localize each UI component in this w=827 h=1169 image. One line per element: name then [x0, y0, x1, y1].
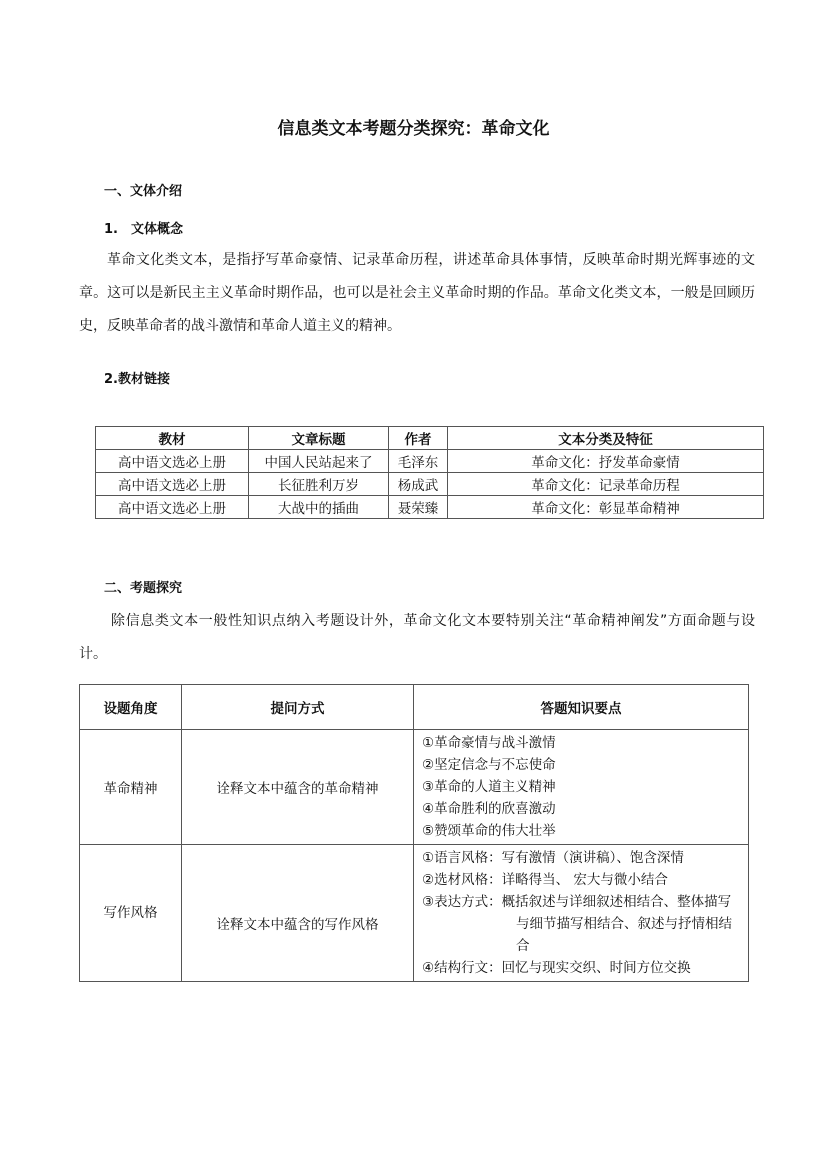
angle-cell: 革命精神: [80, 730, 182, 845]
point: ③革命的人道主义精神: [422, 779, 556, 795]
table-row: [96, 450, 764, 473]
cell: 革命文化：抒发革命豪情: [448, 450, 764, 473]
cell: 高中语文选必上册: [96, 473, 249, 496]
method-cell: 诠释文本中蕴含的写作风格: [182, 845, 414, 982]
table-header-row: [96, 427, 764, 450]
header-cell: 文章标题: [249, 427, 389, 450]
header-cell: 文本分类及特征: [448, 427, 764, 450]
point: ④结构行文：回忆与现实交织、时间方位交换: [422, 960, 691, 976]
header-cell: 答题知识要点: [414, 685, 749, 730]
point: ③表达方式：概括叙述与详细叙述相结合、整体描写与细节描写相结合、叙述与抒情相结合: [422, 894, 732, 954]
table-row: [96, 473, 764, 496]
cell: 聂荣臻: [389, 496, 448, 519]
points-cell: [414, 730, 749, 845]
section-heading-1: 一、文体介绍: [104, 184, 183, 199]
header-cell: 设题角度: [80, 685, 182, 730]
page-title: 信息类文本考题分类探究：革命文化: [277, 119, 550, 139]
points-cell: [414, 845, 749, 982]
cell: 高中语文选必上册: [96, 450, 249, 473]
subheading-1: 1. 文体概念: [104, 222, 183, 237]
table-row: [80, 845, 749, 982]
cell: 高中语文选必上册: [96, 496, 249, 519]
point: ④革命胜利的欣喜激动: [422, 801, 556, 817]
table-header-row: [80, 685, 749, 730]
header-cell: 作者: [389, 427, 448, 450]
table-row: [80, 730, 749, 845]
point: ②选材风格：详略得当、 宏大与微小结合: [422, 872, 668, 888]
point: ②坚定信念与不忘使命: [422, 757, 556, 773]
intro-paragraph: 革命文化类文本，是指抒写革命豪情、记录革命历程，讲述革命具体事情，反映革命时期光辉事迹的文章。这可以是新民主主义革命时期作品，也可以是社会主义革命时期的作品。革命文化类文本，一般是回顾历史，反映革命者的战斗激情和革命人道主义的精神。: [79, 252, 755, 334]
question-table: [79, 684, 749, 982]
cell: 中国人民站起来了: [249, 450, 389, 473]
cell: 杨成武: [389, 473, 448, 496]
cell: 长征胜利万岁: [249, 473, 389, 496]
textbook-table: [95, 426, 764, 519]
angle-cell: 写作风格: [80, 845, 182, 982]
cell: 毛泽东: [389, 450, 448, 473]
cell: 革命文化：彰显革命精神: [448, 496, 764, 519]
point: ⑤赞颂革命的伟大壮举: [422, 823, 556, 839]
cell: 大战中的插曲: [249, 496, 389, 519]
exploration-paragraph: 除信息类文本一般性知识点纳入考题设计外，革命文化文本要特别关注“革命精神阐发”方面命题与设计。: [79, 613, 755, 662]
cell: 革命文化：记录革命历程: [448, 473, 764, 496]
section-heading-2: 二、考题探究: [104, 581, 183, 596]
header-cell: 提问方式: [182, 685, 414, 730]
table-row: [96, 496, 764, 519]
point: ①语言风格：写有激情（演讲稿）、饱含深情: [422, 850, 684, 866]
method-cell: 诠释文本中蕴含的革命精神: [182, 730, 414, 845]
header-cell: 教材: [96, 427, 249, 450]
point: ①革命豪情与战斗激情: [422, 735, 556, 751]
subheading-2: 2.教材链接: [104, 372, 170, 387]
